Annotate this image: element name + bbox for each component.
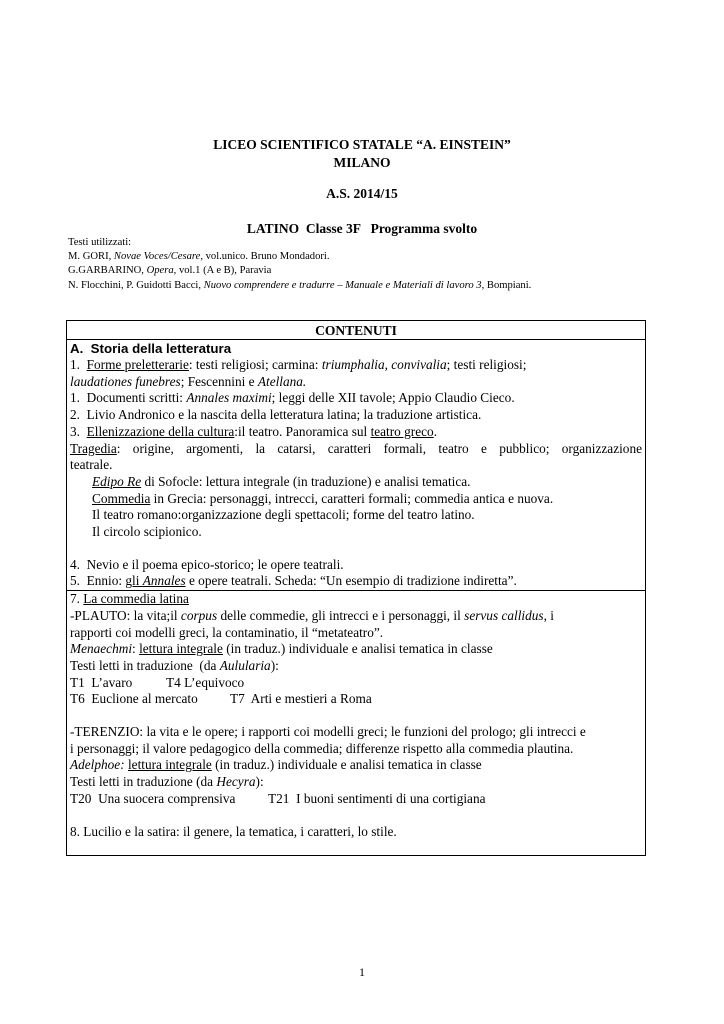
section-a-title: A. Storia della letteratura: [70, 341, 232, 356]
list-item: Menaechmi: lettura integrale (in traduz.) individuale e analisi tematica in classe: [70, 641, 493, 657]
list-item: Commedia in Grecia: personaggi, intrecci, caratteri formali; commedia antica e nuova.: [92, 490, 554, 506]
list-item: Il circolo scipionico.: [92, 524, 202, 540]
textbook-item: M. GORI, Novae Voces/Cesare, vol.unico. Bruno Mondadori.: [68, 251, 330, 263]
textbook-item: N. Flocchini, P. Guidotti Bacci, Nuovo comprendere e tradurre – Manuale e Materiali di lavoro 3, Bompiani.: [68, 279, 532, 291]
city: MILANO: [333, 155, 391, 170]
list-item: i personaggi; il valore pedagogico della commedia; differenze rispetto alla commedia plautina.: [70, 740, 574, 756]
school-name: LICEO SCIENTIFICO STATALE “A. EINSTEIN”: [213, 137, 511, 152]
spacer: [70, 808, 642, 824]
contents-title: CONTENUTI: [67, 321, 645, 340]
list-item: 3. Ellenizzazione della cultura:il teatro. Panoramica sul teatro greco.: [70, 423, 438, 439]
textbooks-label: Testi utilizzati:: [68, 237, 132, 248]
list-item: Edipo Re di Sofocle: lettura integrale (in traduzione) e analisi tematica.: [92, 473, 471, 489]
text-list-row: T6 Euclione al mercato T7 Arti e mestieri a Roma: [70, 691, 372, 707]
document-title: LATINO Classe 3F Programma svolto: [246, 221, 478, 236]
list-item: rapporti coi modelli greci, la contaminatio, il “metateatro”.: [70, 624, 384, 640]
school-year: A.S. 2014/15: [326, 186, 398, 201]
section-a-cell: [67, 340, 645, 591]
list-item: teatrale.: [70, 457, 113, 473]
list-item: 4. Nevio e il poema epico-storico; le opere teatrali.: [70, 556, 344, 572]
list-item: Testi letti in traduzione (da Hecyra):: [70, 774, 264, 790]
list-item: -TERENZIO: la vita e le opere; i rapporti coi modelli greci; le funzioni del prologo; gli intrecci e: [70, 724, 586, 740]
list-item: Tragedia: origine, argomenti, la catarsi, caratteri formali, teatro e pubblico; organizzazione: [70, 440, 642, 456]
list-item: -PLAUTO: la vita;il corpus delle commedie, gli intrecci e i personaggi, il servus callidus, i: [70, 607, 554, 623]
list-item: Testi letti in traduzione (da Aulularia):: [70, 657, 279, 673]
list-item: 5. Ennio: gli Annales e opere teatrali. Scheda: “Un esempio di tradizione indiretta”.: [70, 573, 517, 589]
list-item: 1. Documenti scritti: Annales maximi; leggi delle XII tavole; Appio Claudio Cieco.: [70, 390, 515, 406]
spacer: [70, 541, 642, 557]
list-item: laudationes funebres; Fescennini e Atellana.: [70, 373, 307, 389]
text-list-row: T20 Una suocera comprensiva T21 I buoni sentimenti di una cortigiana: [70, 790, 486, 806]
list-item: 8. Lucilio e la satira: il genere, la tematica, i caratteri, lo stile.: [70, 823, 397, 839]
list-item: Il teatro romano:organizzazione degli spettacoli; forme del teatro latino.: [92, 507, 475, 523]
section-b-cell: [67, 591, 645, 855]
contents-table: [66, 320, 646, 856]
page-number: 1: [359, 965, 365, 979]
list-item: Adelphoe: lettura integrale (in traduz.) individuale e analisi tematica in classe: [70, 757, 482, 773]
list-item: 1. Forme preletterarie: testi religiosi; carmina: triumphalia, convivalia; testi religiosi;: [70, 357, 527, 372]
list-item: 2. Livio Andronico e la nascita della letteratura latina; la traduzione artistica.: [70, 407, 482, 423]
textbook-item: G.GARBARINO, Opera, vol.1 (A e B), Paravia: [68, 265, 272, 277]
text-list-row: T1 L’avaro T4 L’equivoco: [70, 674, 245, 690]
list-item: 7. La commedia latina: [70, 591, 189, 607]
textbooks-list: [68, 236, 531, 293]
spacer: [70, 708, 642, 724]
